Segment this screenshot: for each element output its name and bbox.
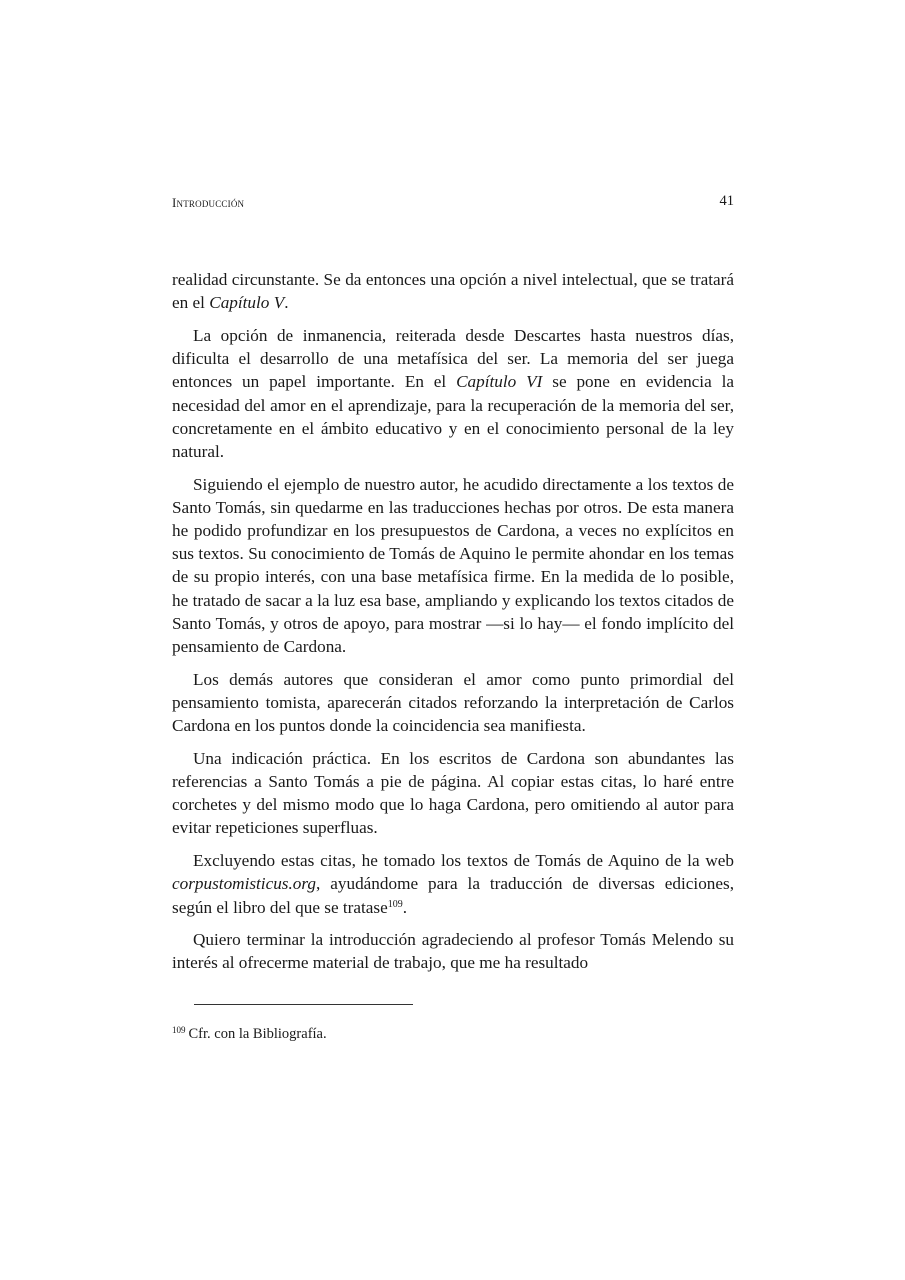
text-run: . <box>284 293 289 313</box>
paragraph <box>172 928 734 974</box>
footnote-reference: 109 <box>387 898 403 910</box>
body-text <box>172 268 734 975</box>
paragraph <box>172 473 734 659</box>
paragraph <box>172 747 734 840</box>
text-run: Excluyendo estas citas, he tomado los textos de Tomás de Aquino de la web <box>193 851 734 871</box>
footnote-separator <box>194 1004 413 1005</box>
text-run: . <box>402 897 408 917</box>
footnote-text: Cfr. con la Bibliografía. <box>188 1026 327 1042</box>
text-run: Los demás autores que consideran el amor como punto primordial del pensamiento tomista, aparecerán citados reforzando la interpretación de Carlos Cardona en los puntos donde la coincidencia sea manifiesta. <box>172 669 734 736</box>
text-run: Quiero terminar la introducción agradeciendo al profesor Tomás Melendo su interés al ofrecerme material de trabajo, que me ha resultado <box>172 930 734 973</box>
footnote-marker: 109 <box>172 1025 186 1035</box>
page-number: 41 <box>719 193 734 209</box>
text-run: Una indicación práctica. En los escritos de Cardona son abundantes las referencias a Santo Tomás a pie de página. Al copiar estas citas, lo haré entre corchetes y del mismo modo que lo haga Cardona, pero omitiendo al autor para evitar repeticiones superfluas. <box>172 748 734 838</box>
paragraph <box>172 849 734 919</box>
paragraph <box>172 668 734 738</box>
italic-text: corpustomisticus.org <box>172 874 317 894</box>
running-header <box>172 193 734 213</box>
paragraph <box>172 268 734 314</box>
italic-text: Capítulo VI <box>456 372 543 392</box>
text-run: , ayudándome para la traducción de diversas ediciones, según el libro del que se tratase <box>172 874 734 917</box>
text-run: Siguiendo el ejemplo de nuestro autor, he acudido directamente a los textos de Santo Tomás, sin quedarme en las traducciones hechas por otros. De esta manera he podido profundizar en los presupuestos de Cardona, a veces no explícitos en sus textos. Su conocimiento de Tomás de Aquino le permite ahondar en los temas de su propio interés, con una base metafísica firme. En la medida de lo posible, he tratado de sacar a la luz esa base, ampliando y explicando los textos citados de Santo Tomás, y otros de apoyo, para mostrar —si lo hay— el fondo implícito del pensamiento de Cardona. <box>172 474 734 657</box>
text-run: realidad circunstante. Se da entonces una opción a nivel intelectual, que se tratará en el <box>172 270 734 313</box>
text-run: La opción de inmanencia, reiterada desde Descartes hasta nuestros días, dificulta el desarrollo de una metafísica del ser. La memoria del ser juega entonces un papel importante. En el <box>172 325 734 392</box>
italic-text: Capítulo V <box>209 293 285 313</box>
running-title: Introducción <box>172 195 245 210</box>
footnote <box>172 1024 734 1044</box>
text-run: se pone en evidencia la necesidad del amor en el aprendizaje, para la recuperación de la memoria del ser, concretamente en el ámbito educativo y en el conocimiento personal de la ley natural. <box>172 372 734 461</box>
paragraph <box>172 324 734 463</box>
